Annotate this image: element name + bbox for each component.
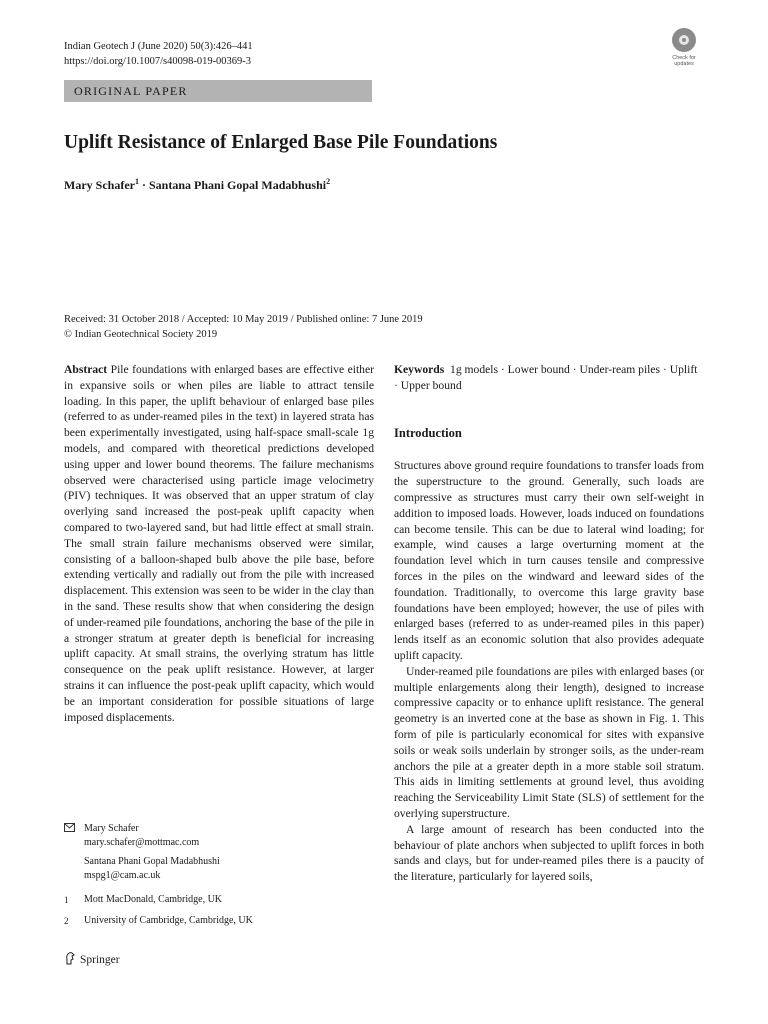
keywords-heading: Keywords: [394, 363, 445, 376]
author-affiliation-mark: 1: [134, 177, 139, 186]
article-type-banner: ORIGINAL PAPER: [64, 80, 372, 102]
footnotes: [64, 822, 374, 928]
correspondence-name-2: Santana Phani Gopal Madabhushi: [84, 856, 220, 867]
author-separator: ·: [138, 178, 149, 192]
affiliation-mark: 1: [64, 895, 69, 905]
abstract-text: Pile foundations with enlarged bases are effective either in expansive soils or when piles are liable to attract tensile loading. In this paper, the uplift behaviour of enlarged base piles (referred to as under-reamed piles in the text) in layered strata has been experimentally investigated, using half-space small-scale 1g models, and compared with theoretical predictions developed using upper and lower bound theorems. The failure mechanisms observed were characterised using particle image velocimetry (PIV) techniques. It was observed that an upper stratum of clay overlying sand increased the post-peak uplift capacity when compared to two-layered sand, but had little effect at small strain. The small strain failure mechanisms observed were similar, consisting of a balloon-shaped bulb above the pile base, before extending vertically and radially out from the pile with increased displacement. This extension was seen to be wider in the clay than in the sand. These results show that when considering the design of under-reamed pile foundations, anchoring the base of the pile in a stronger stratum at greater depth is beneficial for increasing uplift capacity. At small strains, the overlying stratum has little consequence on the peak uplift resistance. However, at larger strains it can influence the post-peak uplift capacity, which would be an important consideration for possible situations of large imposed displacements.: [64, 363, 374, 724]
correspondence-name: Mary Schafer: [84, 823, 139, 834]
doi-link[interactable]: https://doi.org/10.1007/s40098-019-00369-3: [64, 55, 252, 67]
affiliation-mark: 2: [64, 916, 69, 926]
affiliation: [64, 893, 374, 907]
intro-paragraph: Under-reamed pile foundations are piles with enlarged bases (or multiple enlargements along their length), designed to increase compressive capacity or to enhance uplift resistance. The general geometry is an inverted cone at the base as shown in Fig. 1. This form of pile is particularly economical for sites with expansive soils or weak soils underlain by stronger soils, as the under-ream anchors the pile at a greater depth in a more stable soil stratum. This aids in limiting settlements at ground level, thus avoiding reaching the Serviceability Limit State (SLS) of settlement for the overlying superstructure.: [394, 664, 704, 820]
journal-citation: Indian Geotech J (June 2020) 50(3):426–441: [64, 41, 253, 52]
journal-meta: [64, 40, 253, 69]
correspondence-email[interactable]: mary.schafer@mottmac.com: [84, 837, 200, 848]
publisher-footer: [64, 952, 120, 968]
intro-paragraph: A large amount of research has been conducted into the behaviour of plate anchors when subjected to uplift forces in both sands and clays, but for under-reamed piles there is a paucity of the literature, particularly for layered soils,: [394, 822, 704, 884]
badge-line-2: updates: [674, 61, 694, 67]
keywords-text: 1g models · Lower bound · Under-ream piles · Uplift · Upper bound: [394, 363, 698, 392]
affiliation: [64, 914, 374, 928]
affiliation-text: University of Cambridge, Cambridge, UK: [84, 915, 253, 926]
copyright-line: © Indian Geotechnical Society 2019: [64, 328, 218, 340]
badge-line-1: Check for: [672, 55, 696, 61]
author-list: [64, 177, 330, 193]
abstract-heading: Abstract: [64, 363, 108, 376]
introduction-heading: Introduction: [394, 425, 462, 440]
intro-paragraph: Structures above ground require foundations to transfer loads from the superstructure to the ground. Generally, such loads are compressive as structures must carry their own self-weight in addition to imposed loads. However, loads induced on foundations can become tensile. This can be due to lateral wind loading; for example, wind causes a large overturning moment at the foundation level which in turn causes tensile and compressive forces in the piles on the windward and leeward sides of the foundation. Traditionally, to overcome this large gravity base foundations have been employed; however, the use of piles with enlarged bases (referred to as under-reamed piles in this paper) lends itself as an economic solution that also provides adequate uplift capacity.: [394, 459, 704, 662]
left-column: [64, 362, 374, 725]
springer-horse-icon: [64, 952, 76, 968]
dates-line: Received: 31 October 2018 / Accepted: 10 May 2019 / Published online: 7 June 2019: [64, 314, 423, 325]
author-affiliation-mark: 2: [326, 177, 331, 186]
publication-dates: [64, 313, 423, 342]
author-name[interactable]: Mary Schafer: [64, 178, 135, 192]
correspondence: [64, 822, 374, 883]
correspondence-email-2[interactable]: mspg1@cam.ac.uk: [84, 870, 161, 881]
check-for-updates-badge[interactable]: [664, 28, 704, 70]
paper-title: Uplift Resistance of Enlarged Base Pile Foundations: [64, 132, 498, 153]
keywords: [394, 362, 704, 394]
abstract: [64, 362, 374, 725]
crossmark-icon: [672, 28, 696, 52]
author-name[interactable]: Santana Phani Gopal Madabhushi: [149, 178, 327, 192]
publisher-name: Springer: [80, 954, 120, 966]
right-column: [394, 362, 704, 885]
envelope-icon: [64, 822, 84, 883]
affiliation-text: Mott MacDonald, Cambridge, UK: [84, 894, 223, 905]
